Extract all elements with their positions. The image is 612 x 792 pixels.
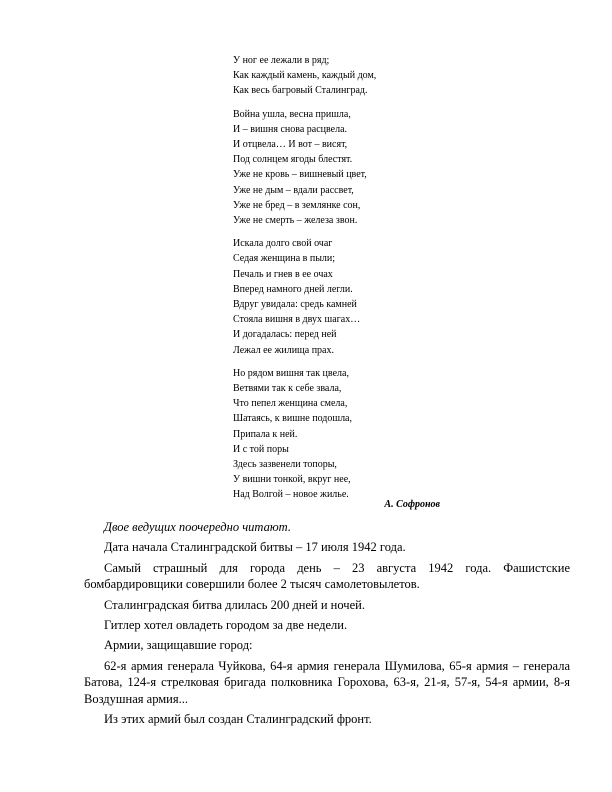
poem-line: И с той поры [233, 443, 289, 455]
poem-line: Припала к ней. [233, 428, 298, 440]
poem-line: Под солнцем ягоды блестят. [233, 154, 353, 166]
paragraph: Самый страшный для города день – 23 августа 1942 года. Фашистские бомбардировщики совершили более 2 тысяч самолетовылетов. [84, 560, 570, 592]
paragraph: Из этих армий был создан Сталинградский фронт. [104, 712, 372, 727]
poem-line: Уже не кровь – вишневый цвет, [233, 169, 367, 181]
poem-line: Стояла вишня в двух шагах… [233, 314, 361, 326]
poem-line: Уже не бред – в землянке сон, [233, 199, 361, 211]
poem-line: Печаль и гнев в ее очах [233, 268, 333, 280]
poem-line: У вишни тонкой, вкруг нее, [233, 474, 351, 486]
paragraph: Сталинградская битва длилась 200 дней и ночей. [104, 597, 365, 612]
poem-line: Лежал ее жилища прах. [233, 344, 334, 356]
poem-line: Уже не дым – вдали рассвет, [233, 184, 354, 196]
poem-line: И – вишня снова расцвела. [233, 123, 348, 135]
poem-line: Ветвями так к себе звала, [233, 383, 342, 395]
poem-line: Здесь зазвенели топоры, [233, 459, 337, 471]
paragraph: Дата начала Сталинградской битвы – 17 июля 1942 года. [104, 540, 406, 555]
stanza [233, 236, 433, 358]
paragraph: Армии, защищавшие город: [104, 638, 253, 653]
paragraph: 62-я армия генерала Чуйкова, 64-я армия генерала Шумилова, 65-я армия – генерала Батова, 124-я стрелковая бригада полковника Горохова, 63-я, 21-я, 57-я, 54-я армии, 8-я Воздушная армия... [84, 658, 570, 707]
poem [233, 53, 433, 511]
poem-line: Вперед намного дней легли. [233, 283, 353, 295]
stanza [233, 107, 433, 229]
stanza [233, 366, 433, 503]
poem-line: Как каждый камень, каждый дом, [233, 70, 377, 82]
poem-line: Шатаясь, к вишне подошла, [233, 413, 352, 425]
poem-line: У ног ее лежали в ряд; [233, 55, 330, 66]
poem-line: Что пепел женщина смела, [233, 398, 348, 410]
poem-line: Седая женщина в пыли; [233, 253, 336, 265]
poem-line: И отцвела… И вот – висят, [233, 139, 348, 151]
stanza [233, 53, 433, 99]
poem-line: Уже не смерть – железа звон. [233, 215, 358, 227]
poem-line: Над Волгой – новое жилье. [233, 489, 349, 501]
stage-direction: Двое ведущих поочередно читают. [104, 520, 291, 534]
poem-line: Искала долго свой очаг [233, 238, 333, 250]
paragraph: Гитлер хотел овладеть городом за две недели. [104, 617, 348, 632]
poem-line: Как весь багровый Сталинград. [233, 85, 368, 97]
poem-line: Но рядом вишня так цвела, [233, 367, 349, 379]
poem-line: Вдруг увидала: средь камней [233, 299, 357, 311]
prose-section [84, 519, 570, 732]
poem-line: Война ушла, весна пришла, [233, 108, 351, 120]
poem-line: И догадалась: перед ней [233, 329, 337, 341]
poem-author: А. Софронов [384, 499, 440, 510]
